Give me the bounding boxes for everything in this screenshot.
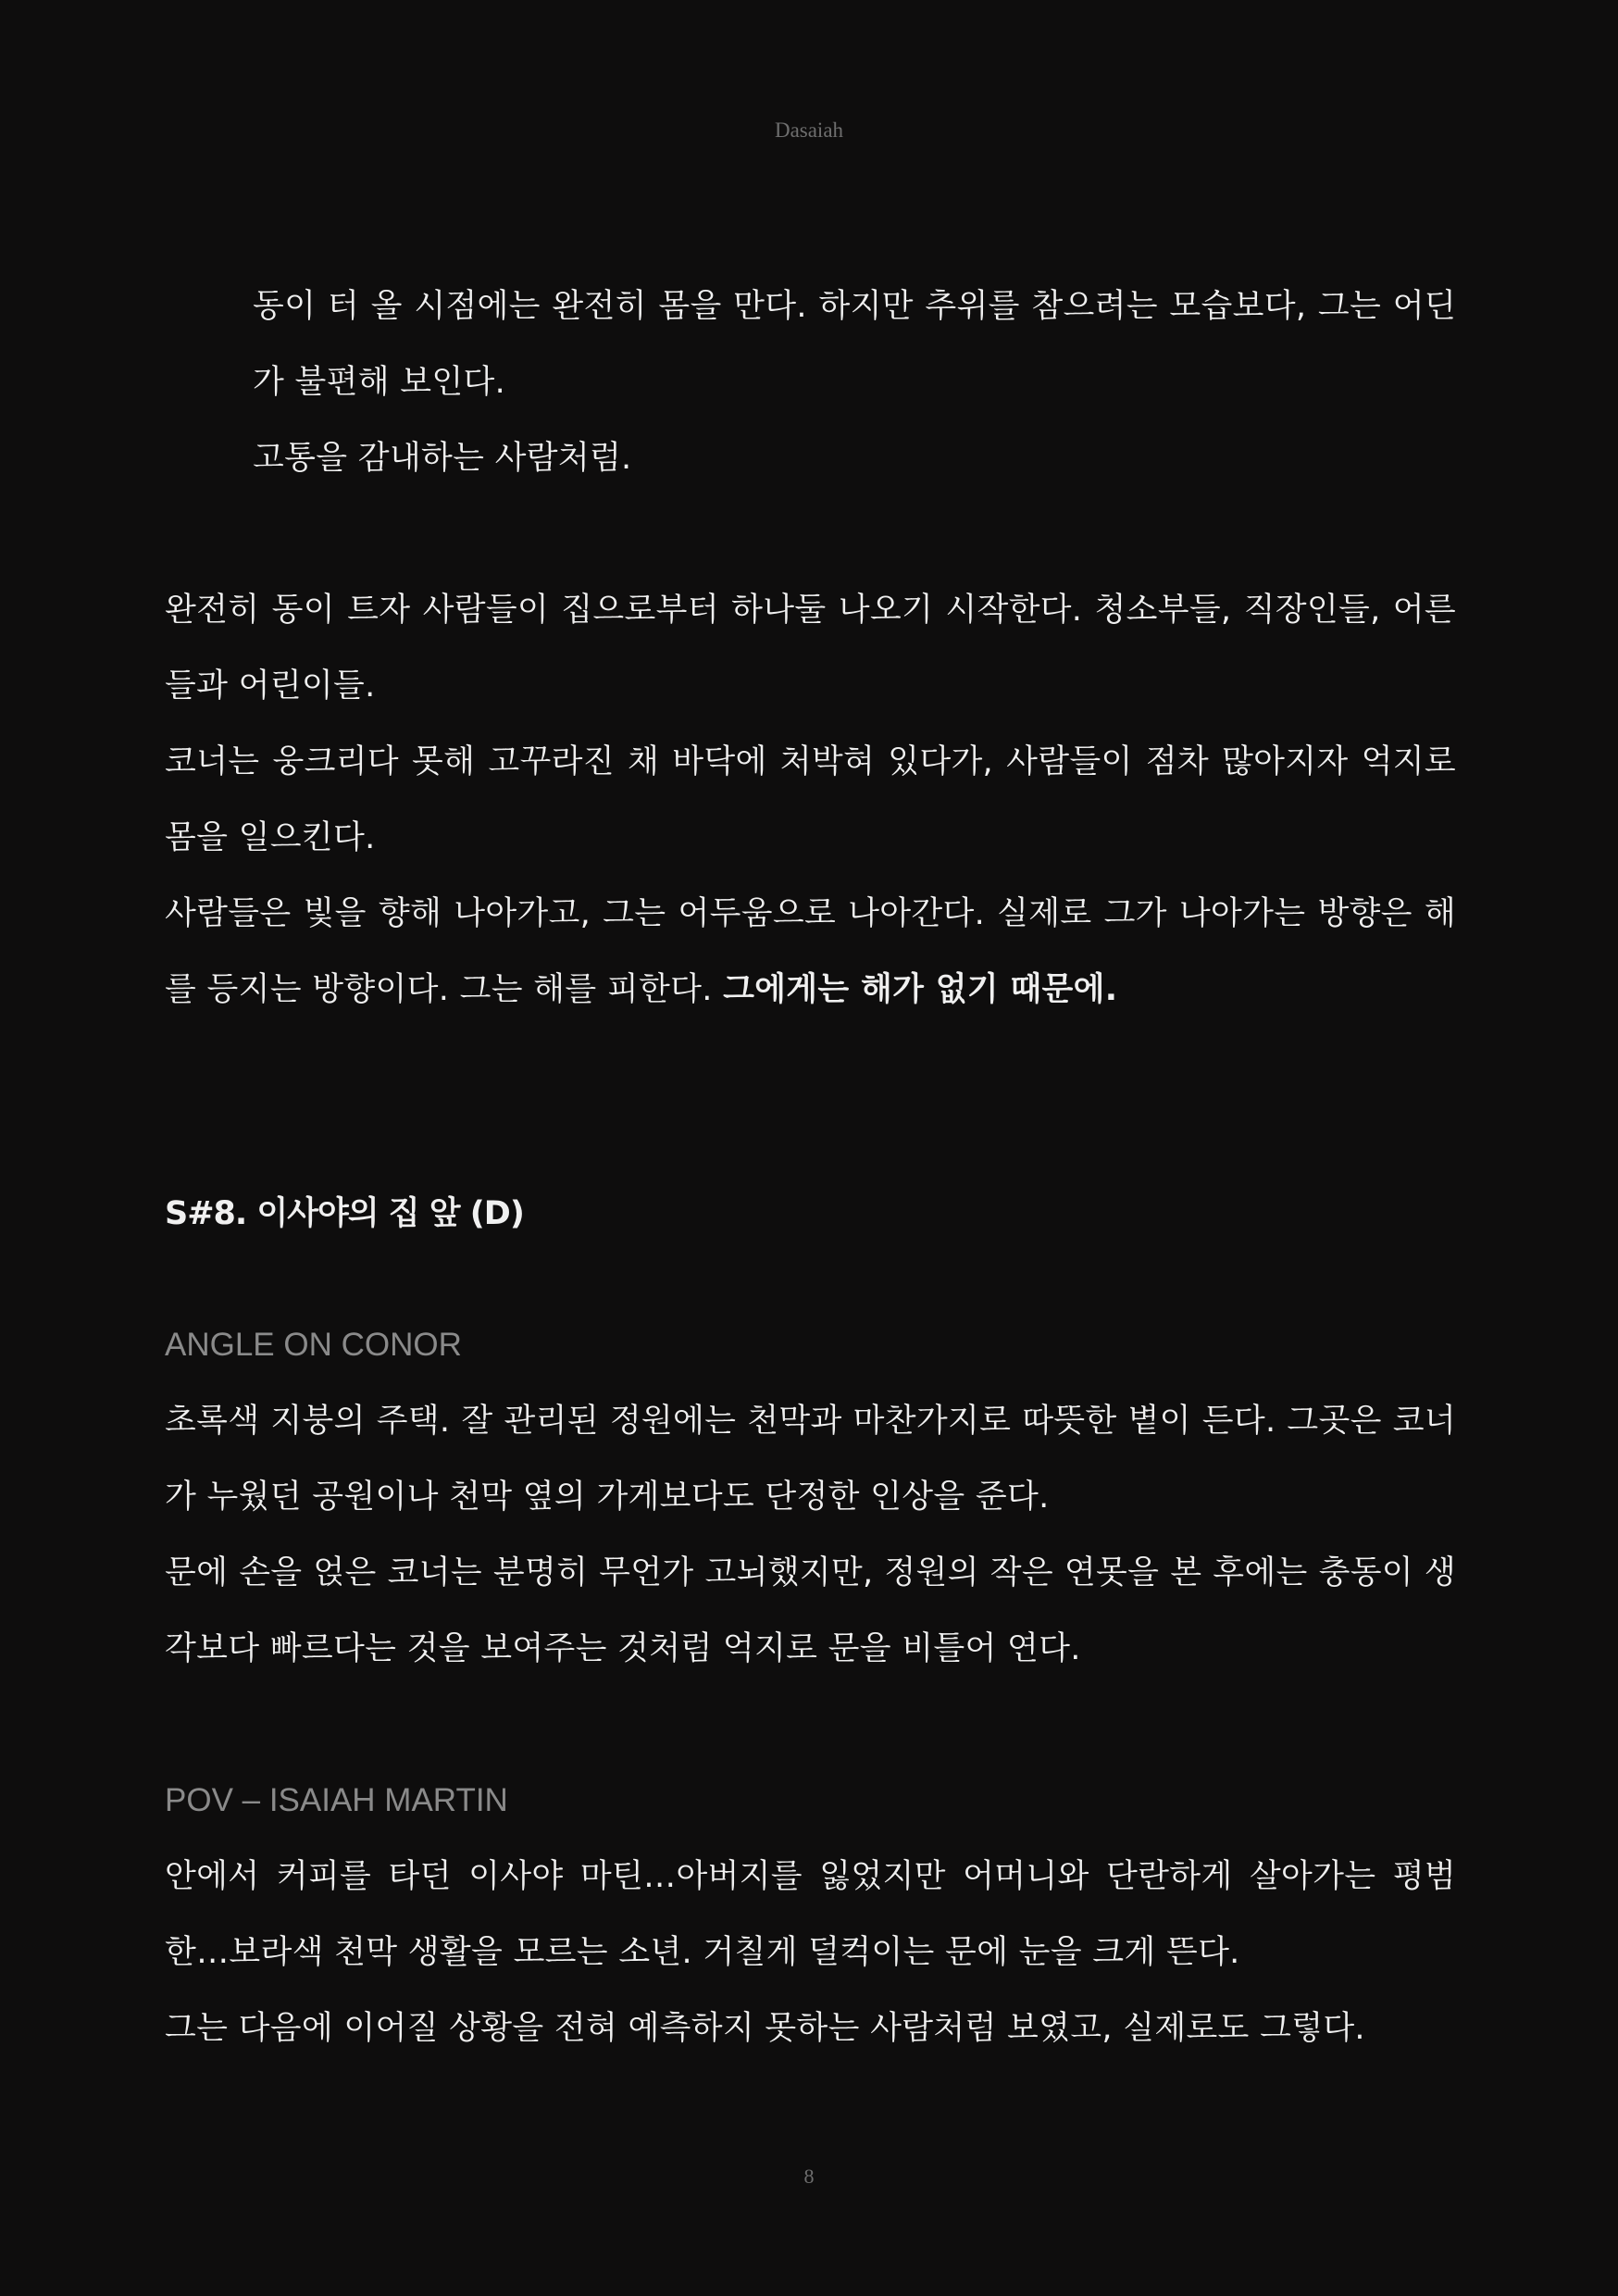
paragraph: 코너는 웅크리다 못해 고꾸라진 채 바닥에 처박혀 있다가, 사람들이 점차 많아지자 억지로 몸을 일으킨다.: [165, 743, 1456, 856]
paragraph: 고통을 감내하는 사람처럼.: [253, 440, 632, 477]
paragraph: 완전히 동이 트자 사람들이 집으로부터 하나둘 나오기 시작한다. 청소부들, 직장인들, 어른들과 어린이들.: [165, 592, 1456, 705]
scene-heading: S#8. 이사야의 집 앞 (D): [165, 1195, 524, 1232]
page-number: 8: [803, 2165, 815, 2188]
camera-direction: ANGLE ON CONOR: [165, 1327, 462, 1363]
camera-direction: POV – ISAIAH MARTIN: [165, 1782, 508, 1818]
paragraph-text: 사람들은 빛을 향해 나아가고, 그는 어두움으로 나아간다. 실제로 그가 나아가는 방향은 해를 등지는 방향이다. 그는 해를 피한다.: [165, 895, 1456, 1008]
emphasized-text: 그에게는 해가 없기 때문에.: [723, 971, 1118, 1008]
paragraph: [165, 876, 1456, 1028]
spacer: [165, 496, 1456, 572]
paragraph: 안에서 커피를 타던 이사야 마틴…아버지를 잃었지만 어머니와 단란하게 살아가는 평범한…보라색 천막 생활을 모르는 소년. 거칠게 덜컥이는 문에 눈을 크게 뜬다.: [165, 1858, 1456, 1971]
spacer: [165, 1028, 1456, 1176]
page-header-author: Dasaiah: [774, 119, 844, 142]
paragraph: 그는 다음에 이어질 상황을 전혀 예측하지 못하는 사람처럼 보였고, 실제로도 그렇다.: [165, 2010, 1365, 2047]
manuscript-body: [165, 268, 1456, 2066]
paragraph: 동이 터 올 시점에는 완전히 몸을 만다. 하지만 추위를 참으려는 모습보다, 그는 어딘가 불편해 보인다.: [253, 288, 1456, 401]
paragraph: 초록색 지붕의 주택. 잘 관리된 정원에는 천막과 마찬가지로 따뜻한 볕이 든다. 그곳은 코너가 누웠던 공원이나 천막 옆의 가게보다도 단정한 인상을 준다.: [165, 1403, 1456, 1516]
spacer: [165, 1687, 1456, 1763]
spacer: [165, 1252, 1456, 1307]
paragraph: 문에 손을 얹은 코너는 분명히 무언가 고뇌했지만, 정원의 작은 연못을 본 후에는 충동이 생각보다 빠르다는 것을 보여주는 것처럼 억지로 문을 비틀어 연다.: [165, 1554, 1456, 1667]
